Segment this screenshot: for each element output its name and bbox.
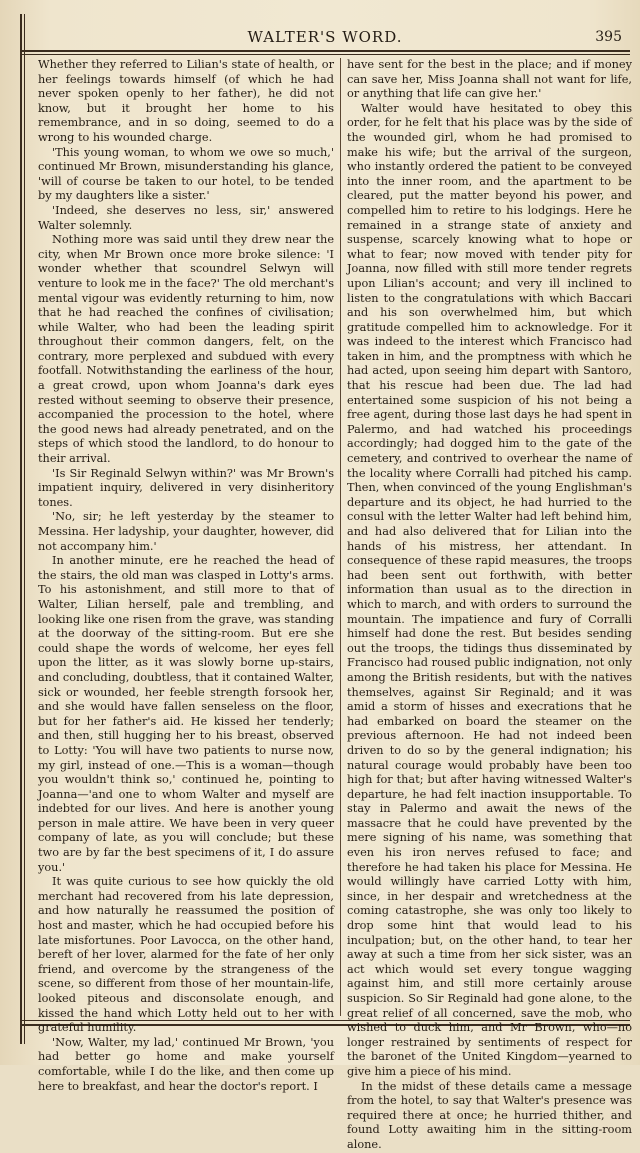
running-title: WALTER'S WORD. bbox=[247, 28, 403, 46]
paragraph: Whether they referred to Lilian's state of health, or her feelings towards himself (of which he had never spoken openly to her father), he did not know, but it brought her home to his remembrance, and in so doing, seemed to do a wrong to his wounded charge. bbox=[38, 58, 334, 144]
paragraph: In the midst of these details came a message from the hotel, to say that Walter's presence was required there at once; he hurried thither, and found Lotty awaiting him in the sitting-room alone. bbox=[347, 1079, 632, 1151]
paragraph: In another minute, ere he reached the head of the stairs, the old man was clasped in Lotty's arms. To his astonishment, and still more to that of Walter, Lilian herself, pale and trembling, and looking like one risen from the grave, was standing at the doorway of the sitting-room. But ere she could shape the words of welcome, her eyes fell upon the litter, as it was slowly borne up-stairs, and concluding, doubtless, that it contained Walter, sick or wounded, her feeble strength forsook her, and she would have fallen senseless on the floor, but for her father's aid. He kissed her tenderly; and then, still hugging her to his breast, observed to Lotty: 'You will have two patients to nurse now, my girl, instead of one.—This is a woman—though you wouldn't think so,' continued he, pointing to Joanna—'and one to whom Walter and myself are indebted for our lives. And here is another young person in male attire. We have been in very queer company of late, as you will conclude; but these two are by far the best specimens of it, I do assure you.' bbox=[38, 554, 334, 874]
page-number: 395 bbox=[595, 29, 622, 45]
right-column bbox=[347, 58, 632, 1153]
paragraph: 'Now, Walter, my lad,' continued Mr Brown, 'you had better go home and make yourself comfortable, while I do the like, and then come up here to breakfast, and hear the doctor's report. I bbox=[38, 1035, 334, 1093]
paragraph: 'Indeed, she deserves no less, sir,' answered Walter solemnly. bbox=[38, 203, 334, 232]
left-border-rule-inner bbox=[24, 14, 25, 1044]
paragraph: 'No, sir; he left yesterday by the steamer to Messina. Her ladyship, your daughter, however, did not accompany him.' bbox=[38, 510, 334, 553]
paragraph: Walter would have hesitated to obey this order, for he felt that his place was by the side of the wounded girl, whom he had promised to make his wife; but the arrival of the surgeon, who instantly ordered the patient to be conveyed into the inner room, and the apartment to be cleared, put the matter beyond his power, and compelled him to retire to his lodgings. Here he remained in a strange state of anxiety and suspense, scarcely knowing what to hope or what to fear; now moved with tender pity for Joanna, now filled with still more tender regrets upon Lilian's account; and very ill inclined to listen to the congratulations with which Baccari and his son overwhelmed him, but which gratitude compelled him to acknowledge. For it was indeed to the interest which Francisco had taken in him, and the promptness with which he had acted, upon seeing him depart with Santoro, that his rescue had been due. The lad had entertained some suspicion of his not being a free agent, during those last days he had spent in Palermo, and had watched his proceedings accordingly; had dogged him to the gate of the cemetery, and contrived to overhear the name of the locality where Corralli had pitched his camp. Then, when convinced of the young Englishman's departure and its object, he had hurried to the consul with the letter Walter had left behind him, and had also delivered that for Lilian into the hands of his mistress, her attendant. In consequence of these rapid measures, the troops had been sent out forthwith, with better information than usual as to the direction in which to march, and with orders to surround the mountain. The impatience and fury of Corralli himself had done the rest. But besides sending out the troops, the tidings thus disseminated by Francisco had roused public indignation, not only among the British residents, but with the natives themselves, against Sir Reginald; and it was amid a storm of hisses and execrations that he had embarked on board the steamer on the previous afternoon. He had not indeed been driven to do so by the general indignation; his natural courage would probably have been too high for that; but after having witnessed Walter's departure, he had felt inaction insupportable. To stay in Palermo and await the news of the massacre that he could have prevented by the mere signing of his name, was something that even his iron nerves refused to face; and therefore he had taken his place for Messina. He would willingly have carried Lotty with him, since, in her despair and wretchedness at the coming catastrophe, she was only too likely to drop some hint that would lead to his inculpation; but, on the other hand, to tear her away at such a time from her sick sister, was an act which would set every tongue wagging against him, and still more certainly arouse suspicion. So Sir Reginald had gone alone, to the great relief of all concerned, save the mob, who wished to duck him, and Mr Brown, who—no longer restrained by sentiments of respect for the baronet of the United Kingdom—yearned to give him a piece of his mind. bbox=[347, 101, 632, 1078]
left-border-rule bbox=[20, 14, 22, 1044]
paragraph: Nothing more was said until they drew near the city, when Mr Brown once more broke silence: 'I wonder whether that scoundrel Selwyn will venture to look me in the face?' The old merchant's mental vigour was evidently returning to him, now that he had reached the confines of civilisation; while Walter, who had been the leading spirit throughout their common dangers, felt, on the contrary, more perplexed and subdued with every footfall. Notwithstanding the earliness of the hour, a great crowd, upon whom Joanna's dark eyes rested without seeming to observe their presence, accompanied the procession to the hotel, where the good news had already penetrated, and on the steps of which stood the landlord, to do honour to their arrival. bbox=[38, 233, 334, 466]
paragraph: 'Is Sir Reginald Selwyn within?' was Mr Brown's impatient inquiry, delivered in very disinheritory tones. bbox=[38, 466, 334, 509]
column-divider bbox=[340, 58, 341, 1016]
left-column bbox=[38, 58, 334, 1094]
header-rule-thin bbox=[20, 54, 630, 55]
running-header bbox=[22, 26, 628, 52]
paragraph: 'This young woman, to whom we owe so much,' continued Mr Brown, misunderstanding his glance, 'will of course be taken to our hotel, to be tended by my daughters like a sister.' bbox=[38, 145, 334, 203]
paragraph: It was quite curious to see how quickly the old merchant had recovered from his late depression, and how naturally he reassumed the position of host and master, which he had occupied before his late misfortunes. Poor Lavocca, on the other hand, bereft of her lover, alarmed for the fate of her only friend, and overcome by the strangeness of the scene, so different from those of her mountain-life, looked piteous and disconsolate enough, and kissed the hand which Lotty held out to her with grateful humility. bbox=[38, 875, 334, 1035]
paragraph: have sent for the best in the place; and if money can save her, Miss Joanna shall not want for life, or anything that life can give her.' bbox=[347, 58, 632, 101]
